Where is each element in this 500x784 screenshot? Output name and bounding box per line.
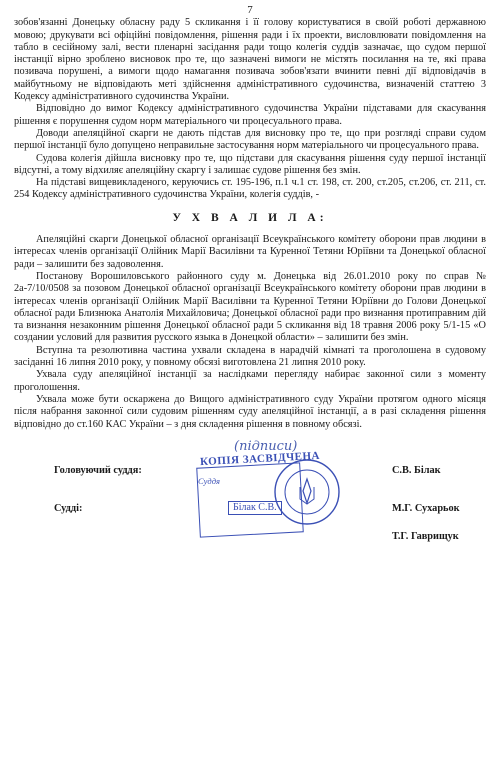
paragraph: Відповідно до вимог Кодексу адміністративного судочинства України підставами для скасування рішення є порушення судом норм матеріального чи процесуального права.: [14, 103, 486, 127]
paragraph: На підставі вищевикладеного, керуючись ст. 195-196, п.1 ч.1 ст. 198, ст. 200, ст.205, ст.206, ст. 211, ст. 254 Кодексу адміністративного судочинства України, колегія суддів, -: [14, 177, 486, 201]
page-number: 7: [247, 4, 253, 16]
judge-name: Т.Г. Гаврищук: [392, 530, 459, 542]
paragraph: Вступна та резолютивна частина ухвали складена в нарадчій кімнаті та проголошена в судовому засіданні 16 липня 2010 року, у повному обсязі виготовлена 21 липня 2010 року.: [14, 344, 486, 369]
resolution-heading: У Х В А Л И Л А:: [172, 211, 328, 224]
stamp-name: Білак С.В.: [228, 501, 282, 515]
handwritten-note: (підписи): [234, 438, 298, 454]
paragraph: зобов'язанні Донецьку обласну раду 5 скликання і її голову користуватися в своїй роботі державною мовою; друкувати всі офіційні повідомлення, рішення ради і їх проекти, висловлювати повідомлення на табло в сесійному залі, вести пленарні засідання ради тощо колегія суддів зазначає, що судом першої інстанції вірно зроблено висновок про те, що зазначені вимоги не містять посилання на те, які права позивача порушені, а вимоги щодо намагання позивача зобов'язати вчинити певні дії відповідачів в майбутньому не відповідають меті здійснення адміністративного судочинства, визначеній статтею 3 Кодексу адміністративного судочинства України.: [14, 17, 486, 103]
paragraph: Доводи апеляційної скарги не дають підстав для висновку про те, що при розгляді справи судом першої інстанції було допущено неправильне застосування норм матеріального чи процесуального права.: [14, 127, 486, 152]
stamp-title: КОПІЯ ЗАСВІДЧЕНА: [199, 449, 321, 468]
paragraph: Постанову Ворошиловського районного суду м. Донецька від 26.01.2010 року по справ № 2а-7/10/0508 за позовом Донецької обласної організації Всеукраїнського комітету оборони прав людини в інтересах членів організації Олійник Марії Василівни та Куренної Тетяни Юріївни до Голови Донецької обласної ради Близнюка Анатолія Михайловича; Донецької обласної ради про визнання протиправним дій та визнання незаконним рішення Донецької обласної ради 5 скликання від 18 травня 2006 року 5/1-15 «О создании условий для развития русского языка в Донецкой области» – залишити без змін.: [14, 270, 486, 344]
paragraph: Судова колегія дійшла висновку про те, що підстави для скасування рішення суду першої інстанції відсутні, а тому відхиляє апеляційну скаргу і залишає судове рішення без змін.: [14, 152, 486, 176]
signature-block: [14, 438, 486, 557]
presiding-judge-name: С.В. Білак: [392, 464, 441, 476]
judge-name: М.Г. Сухарьок: [392, 502, 460, 514]
paragraph: Ухвала суду апеляційної інстанції за наслідками перегляду набирає законної сили з моменту проголошення.: [14, 369, 486, 393]
stamp-frame: [196, 462, 304, 537]
stamp-label: Суддя: [198, 475, 220, 486]
certification-stamp: [192, 451, 352, 551]
judges-label: Судді:: [54, 502, 83, 514]
paragraph: Апеляційні скарги Донецької обласної організації Всеукраїнського комітету оборони прав людини в інтересах членів організації Олійник Марії Василівни та Куренної Тетяни Юріївни та Донецької обласної ради – залишити без задоволення.: [14, 234, 486, 270]
presiding-judge-label: Головуючий суддя:: [54, 464, 142, 476]
paragraph: Ухвала може бути оскаржена до Вищого адміністративного суду України протягом одного місяця після набрання законної сили судовим рішенням суду апеляційної інстанції, а в разі складення рішення відповідно до ст.160 КАС України – з дня складення рішення в повному обсязі.: [14, 393, 486, 430]
